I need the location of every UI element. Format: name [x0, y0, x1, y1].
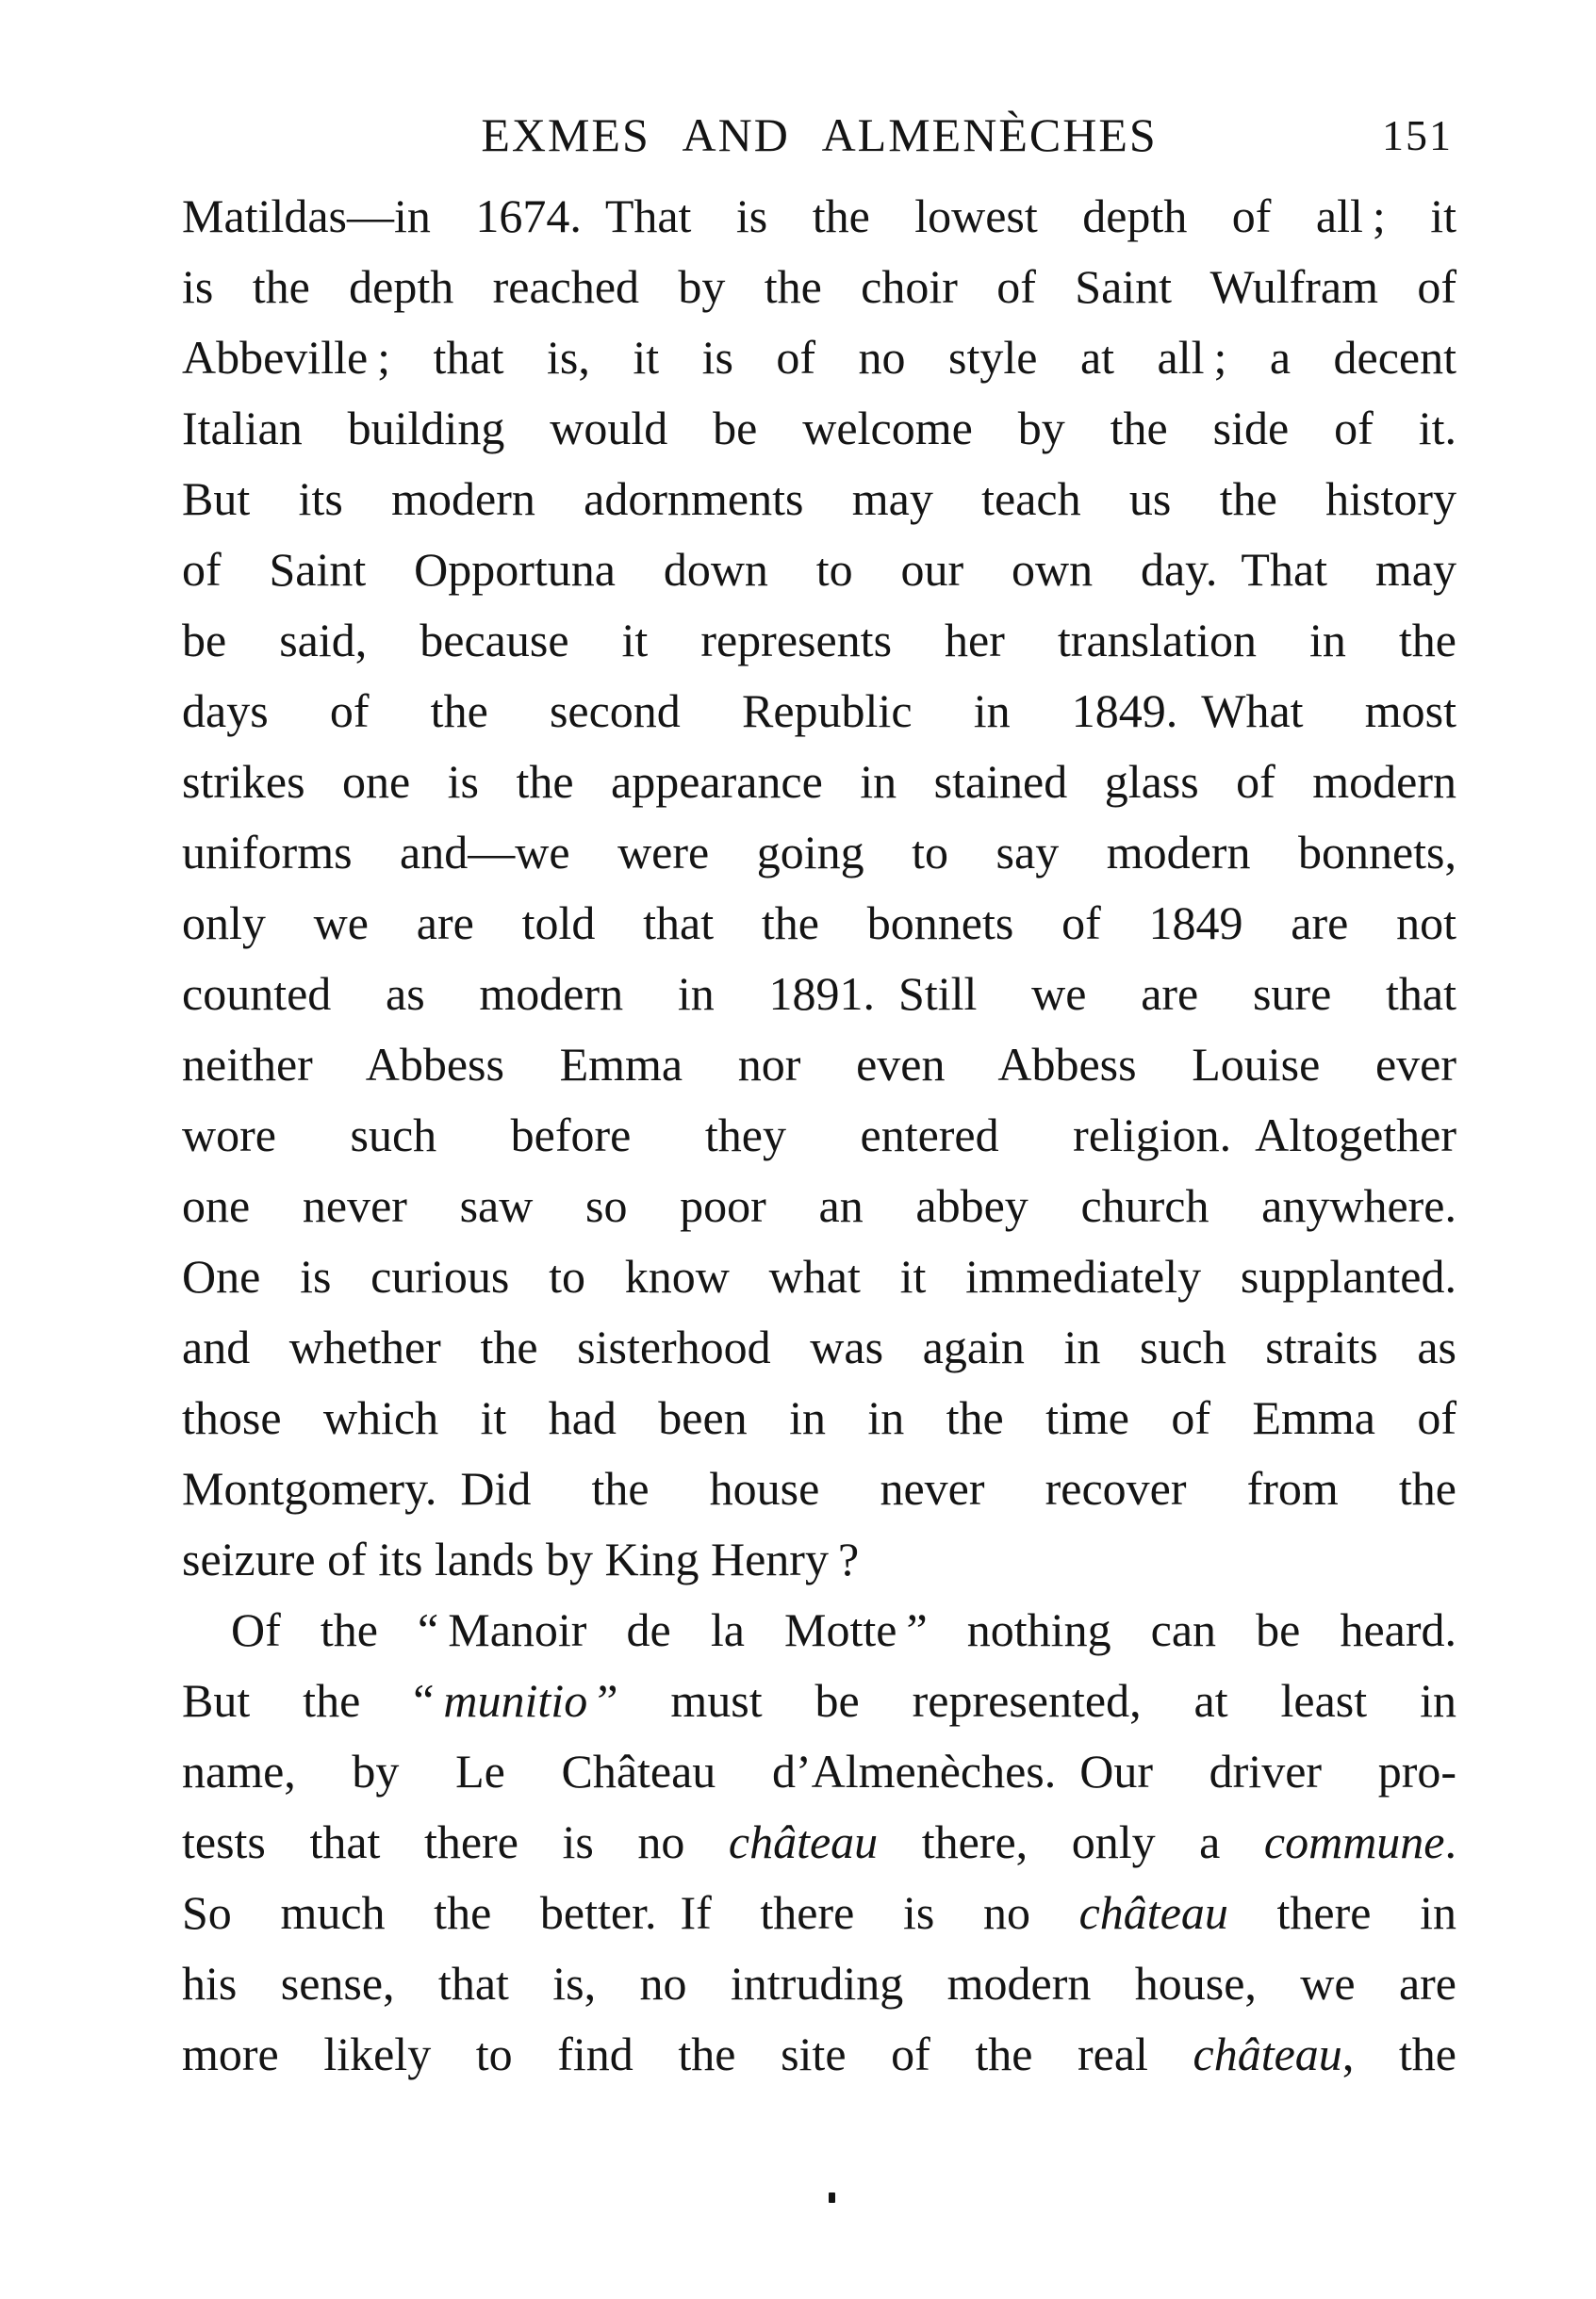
text-run: seizure of its lands by King Henry ? [182, 1533, 860, 1585]
text-block [182, 181, 1456, 2090]
text-run: Abbeville ; that is, it is of no style at all ; a decent [182, 331, 1456, 384]
text-line [182, 1383, 1456, 1453]
text-line [182, 1100, 1456, 1171]
italic-text-run: château [1193, 2028, 1342, 2080]
italic-text-run: château [1078, 1886, 1228, 1939]
text-run: strikes one is the appearance in stained glass of modern [182, 755, 1456, 808]
text-run: those which it had been in in the time of Emma of [182, 1391, 1456, 1444]
text-run: Of the “ Manoir de la Motte ” nothing can be heard. [231, 1603, 1456, 1656]
text-line [182, 1666, 1456, 1736]
text-run: Italian building would be welcome by the side of it. [182, 402, 1456, 454]
text-line [182, 747, 1456, 817]
text-run: be said, because it represents her translation in the [182, 614, 1456, 666]
text-run: counted as modern in 1891. Still we are sure that [182, 967, 1456, 1020]
text-run: But the “ [182, 1674, 444, 1727]
text-run: there, only a [878, 1815, 1264, 1868]
italic-text-run: munitio [443, 1674, 588, 1727]
text-run: and whether the sisterhood was again in such straits as [182, 1321, 1456, 1373]
page-number: 151 [1382, 111, 1453, 159]
text-line [182, 1595, 1456, 1666]
text-line [182, 1241, 1456, 1312]
text-run: neither Abbess Emma nor even Abbess Louise ever [182, 1038, 1456, 1091]
text-run: only we are told that the bonnets of 1849 are not [182, 896, 1456, 949]
text-run: Matildas—in 1674. That is the lowest depth of all ; it [182, 189, 1456, 242]
text-line [182, 1524, 1456, 1595]
text-line [182, 1878, 1456, 1948]
text-run: more likely to find the site of the real [182, 2028, 1193, 2080]
ink-speck [829, 2192, 835, 2203]
text-line [182, 1312, 1456, 1383]
text-line [182, 252, 1456, 322]
text-line [182, 464, 1456, 534]
text-line [182, 2019, 1456, 2090]
text-line [182, 1807, 1456, 1878]
text-line [182, 1736, 1456, 1807]
text-line [182, 1453, 1456, 1524]
text-run: days of the second Republic in 1849. What most [182, 684, 1456, 737]
text-run: one never saw so poor an abbey church anywhere. [182, 1179, 1456, 1232]
text-run: is the depth reached by the choir of Saint Wulfram of [182, 260, 1456, 313]
text-line [182, 1029, 1456, 1100]
text-line [182, 676, 1456, 747]
text-line [182, 888, 1456, 959]
text-run: , the [1341, 2028, 1456, 2080]
text-line [182, 605, 1456, 676]
running-header [182, 106, 1456, 164]
text-run: there in [1227, 1886, 1456, 1939]
text-run: name, by Le Château d’Almenèches. Our driver pro- [182, 1745, 1456, 1798]
text-run: wore such before they entered religion. Altogether [182, 1108, 1456, 1161]
text-run: his sense, that is, no intruding modern house, we are [182, 1957, 1456, 2010]
italic-text-run: château [728, 1815, 879, 1868]
text-run: ” must be represented, at least in [587, 1674, 1456, 1727]
text-line [182, 322, 1456, 393]
text-line [182, 1171, 1456, 1241]
text-line [182, 1948, 1456, 2019]
text-run: Montgomery. Did the house never recover from the [182, 1462, 1456, 1515]
text-line [182, 817, 1456, 888]
italic-text-run: commune [1263, 1815, 1445, 1868]
text-run: tests that there is no [182, 1815, 729, 1868]
text-run: of Saint Opportuna down to our own day. That may [182, 543, 1456, 596]
page-title: EXMES AND ALMENÈCHES [481, 108, 1158, 161]
text-run: uniforms and—we were going to say modern bonnets, [182, 826, 1456, 879]
text-line [182, 393, 1456, 464]
text-run: . [1444, 1815, 1456, 1868]
text-run: One is curious to know what it immediately supplanted. [182, 1250, 1456, 1303]
text-line [182, 534, 1456, 605]
text-line [182, 181, 1456, 252]
text-line [182, 959, 1456, 1029]
text-run: So much the better. If there is no [182, 1886, 1079, 1939]
text-run: But its modern adornments may teach us the history [182, 472, 1456, 525]
